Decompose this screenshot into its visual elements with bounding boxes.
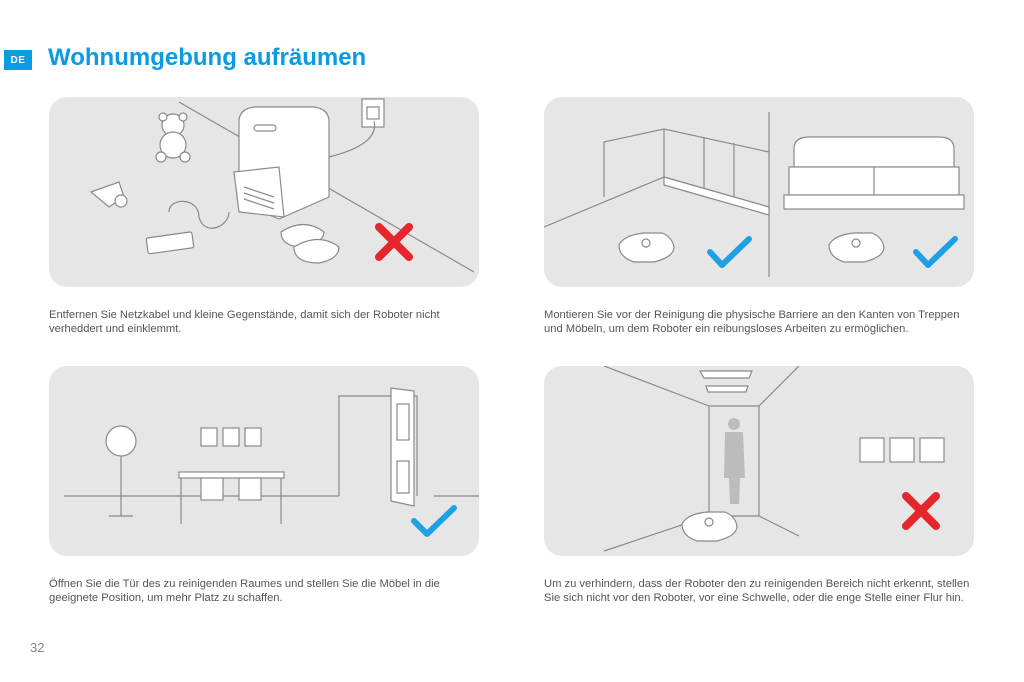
- cross-icon: [49, 97, 479, 287]
- cross-icon: [544, 366, 974, 556]
- caption-cables: Entfernen Sie Netzkabel und kleine Gegenstände, damit sich der Roboter nicht verheddert und einklemmt.: [49, 309, 440, 335]
- illustration-cables-panel: [49, 97, 479, 287]
- illustration-barrier-panel: [544, 97, 974, 287]
- illustration-room-panel: [49, 366, 479, 556]
- check-icon: [49, 366, 479, 556]
- page-number: 32: [30, 640, 45, 655]
- caption-barrier: Montieren Sie vor der Reinigung die physische Barriere an den Kanten von Treppen und Möbeln, um dem Roboter ein reibungsloses Arbeiten zu ermöglichen.: [544, 309, 960, 335]
- language-badge: DE: [4, 50, 32, 70]
- page-title: Wohnumgebung aufräumen: [48, 44, 367, 71]
- caption-corridor: Um zu verhindern, dass der Roboter den zu reinigenden Bereich nicht erkennt, stellen Sie sich nicht vor den Roboter, vor eine Schwelle, oder die enge Stelle einer Flur hin.: [544, 578, 970, 604]
- illustration-corridor-panel: [544, 366, 974, 556]
- caption-room: Öffnen Sie die Tür des zu reinigenden Raumes und stellen Sie die Möbel in die geeignete Position, um mehr Platz zu schaffen.: [49, 578, 440, 604]
- check-icon: [544, 97, 974, 287]
